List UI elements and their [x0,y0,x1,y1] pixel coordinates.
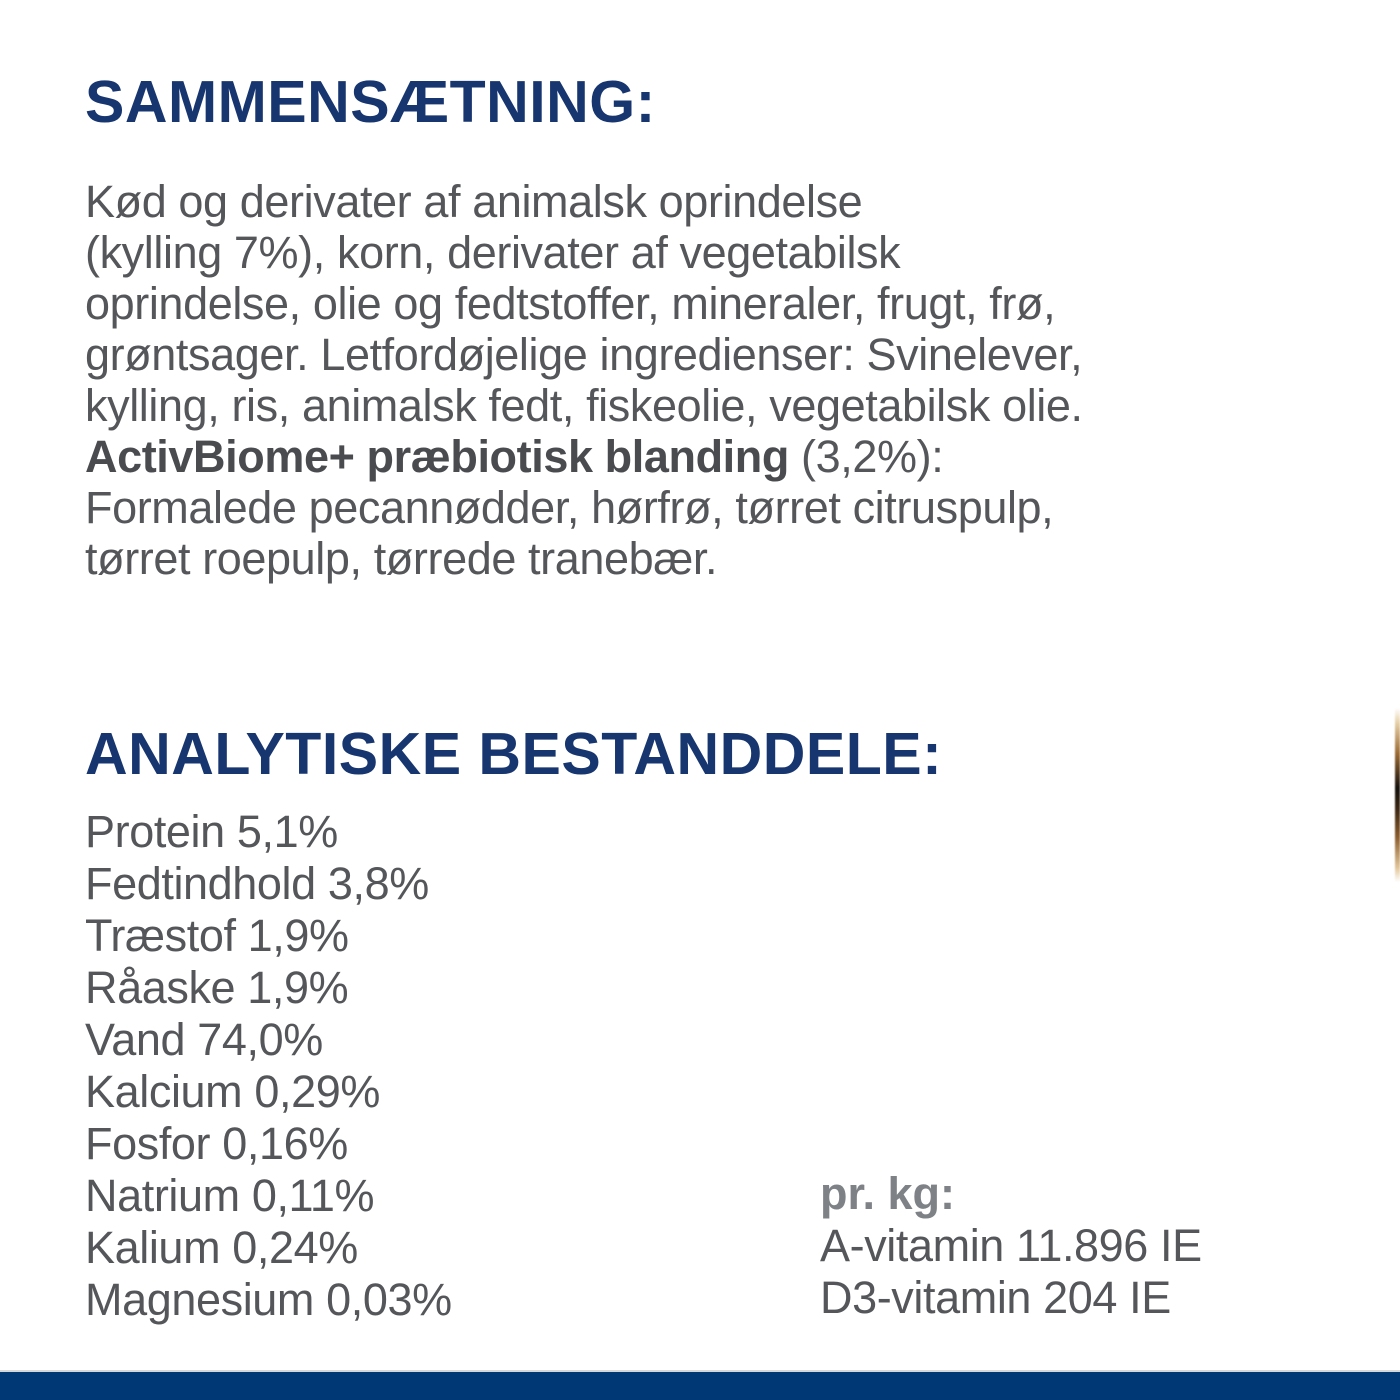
text-segment: oprindelse, olie og fedtstoffer, mineraler, frugt, frø, [85,278,1056,329]
text-line [85,227,1400,278]
text-segment: grøntsager. Letfordøjelige ingredienser: Svinelever, [85,329,1083,380]
text-line: Råaske 1,9% [85,962,349,1013]
text-line: D3-vitamin 204 IE [820,1272,1171,1323]
text-segment: (3,2%): [788,431,944,482]
text-line [85,176,1400,227]
text-segment: kylling, ris, animalsk fedt, fiskeolie, vegetabilsk olie. [85,380,1083,431]
text-line: Kalium 0,24% [85,1222,358,1273]
text-line [85,278,1400,329]
analytical-heading: ANALYTISKE BESTANDDELE: [85,721,943,787]
text-line [85,533,1400,584]
text-line: Fedtindhold 3,8% [85,858,429,909]
analytical-list [85,806,1400,1326]
text-line: Træstof 1,9% [85,910,349,961]
text-segment: (kylling 7%), korn, derivater af vegetabilsk [85,227,901,278]
text-line [85,329,1400,380]
text-segment: tørret roepulp, tørrede tranebær. [85,533,718,584]
composition-section [0,0,1400,584]
text-line [85,431,1400,482]
per-kg-list [820,1220,1202,1324]
bold-text-segment: ActivBiome+ præbiotisk blanding [85,431,789,482]
text-line: Fosfor 0,16% [85,1118,348,1169]
text-line: Protein 5,1% [85,806,338,857]
text-line [85,380,1400,431]
bottom-brand-bar [0,1370,1400,1400]
text-segment: Formalede pecannødder, hørfrø, tørret citruspulp, [85,482,1054,533]
text-line: Natrium 0,11% [85,1170,375,1221]
composition-heading: SAMMENSÆTNING: [85,69,656,135]
per-kg-block [820,1168,1202,1324]
text-line [85,482,1400,533]
text-segment: Kød og derivater af animalsk oprindelse [85,176,863,227]
text-line: Kalcium 0,29% [85,1066,380,1117]
text-line: A-vitamin 11.896 IE [820,1220,1202,1271]
text-line: Magnesium 0,03% [85,1274,452,1325]
per-kg-label: pr. kg: [820,1168,956,1219]
text-line: Vand 74,0% [85,1014,323,1065]
photo-edge-fragment [1395,708,1400,882]
composition-text [85,176,1400,584]
